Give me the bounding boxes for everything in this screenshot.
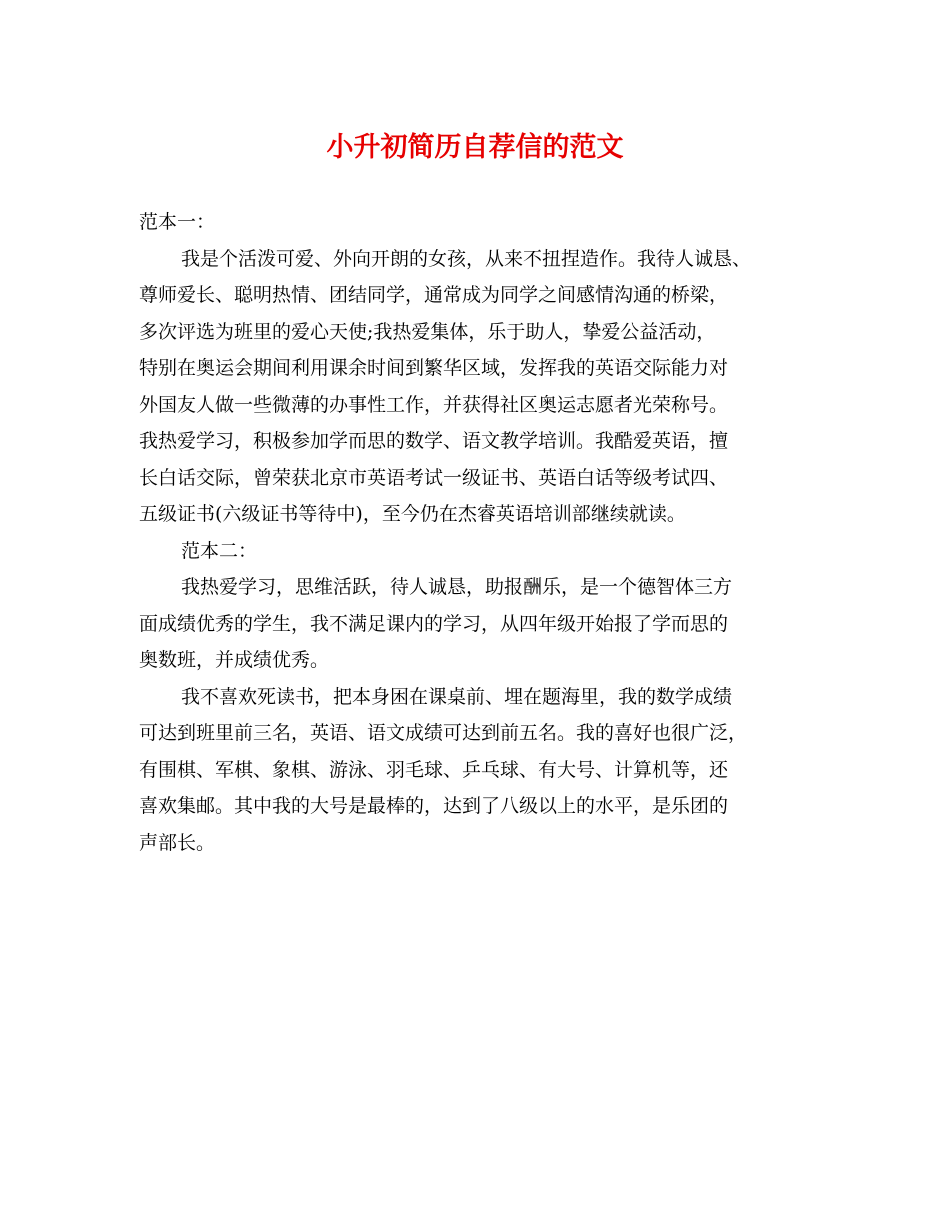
body-line: 长白话交际，曾荣获北京市英语考试一级证书、英语白话等级考试四、 — [139, 466, 729, 489]
document-body — [139, 204, 829, 861]
body-line: 范本一： — [139, 211, 216, 233]
body-line: 我不喜欢死读书，把本身困在课桌前、埋在题海里，我的数学成绩 — [181, 685, 733, 708]
body-line: 五级证书(六级证书等待中)，至今仍在杰睿英语培训部继续就读。 — [139, 503, 686, 525]
document-title: 小升初简历自荐信的范文 — [326, 132, 624, 163]
body-line: 范本二： — [181, 539, 258, 562]
body-line: 可达到班里前三名，英语、语文成绩可达到前五名。我的喜好也很广泛， — [139, 722, 748, 744]
body-line: 特别在奥运会期间利用课余时间到繁华区域，发挥我的英语交际能力对 — [139, 357, 729, 379]
body-line: 声部长。 — [139, 831, 216, 854]
body-line: 喜欢集邮。其中我的大号是最棒的，达到了八级以上的水平，是乐团的 — [139, 795, 729, 817]
body-line: 我是个活泼可爱、外向开朗的女孩，从来不扭捏造作。我待人诚恳、 — [181, 247, 752, 270]
body-line: 面成绩优秀的学生，我不满足课内的学习，从四年级开始报了学而思的 — [139, 612, 729, 635]
body-line: 我热爱学习，积极参加学而思的数学、语文教学培训。我酷爱英语，擅 — [139, 430, 729, 452]
body-line: 尊师爱长、聪明热情、团结同学，通常成为同学之间感情沟通的桥梁， — [139, 284, 729, 306]
body-line: 奥数班，并成绩优秀。 — [139, 649, 330, 671]
body-line: 我热爱学习，思维活跃，待人诚恳，助报酬乐，是一个德智体三方 — [181, 576, 733, 598]
body-line: 多次评选为班里的爱心天使;我热爱集体，乐于助人，挚爱公益活动， — [139, 320, 716, 343]
body-line: 外国友人做一些微薄的办事性工作，并获得社区奥运志愿者光荣称号。 — [139, 393, 729, 416]
body-line: 有围棋、军棋、象棋、游泳、羽毛球、乒乓球、有大号、计算机等，还 — [139, 758, 729, 781]
